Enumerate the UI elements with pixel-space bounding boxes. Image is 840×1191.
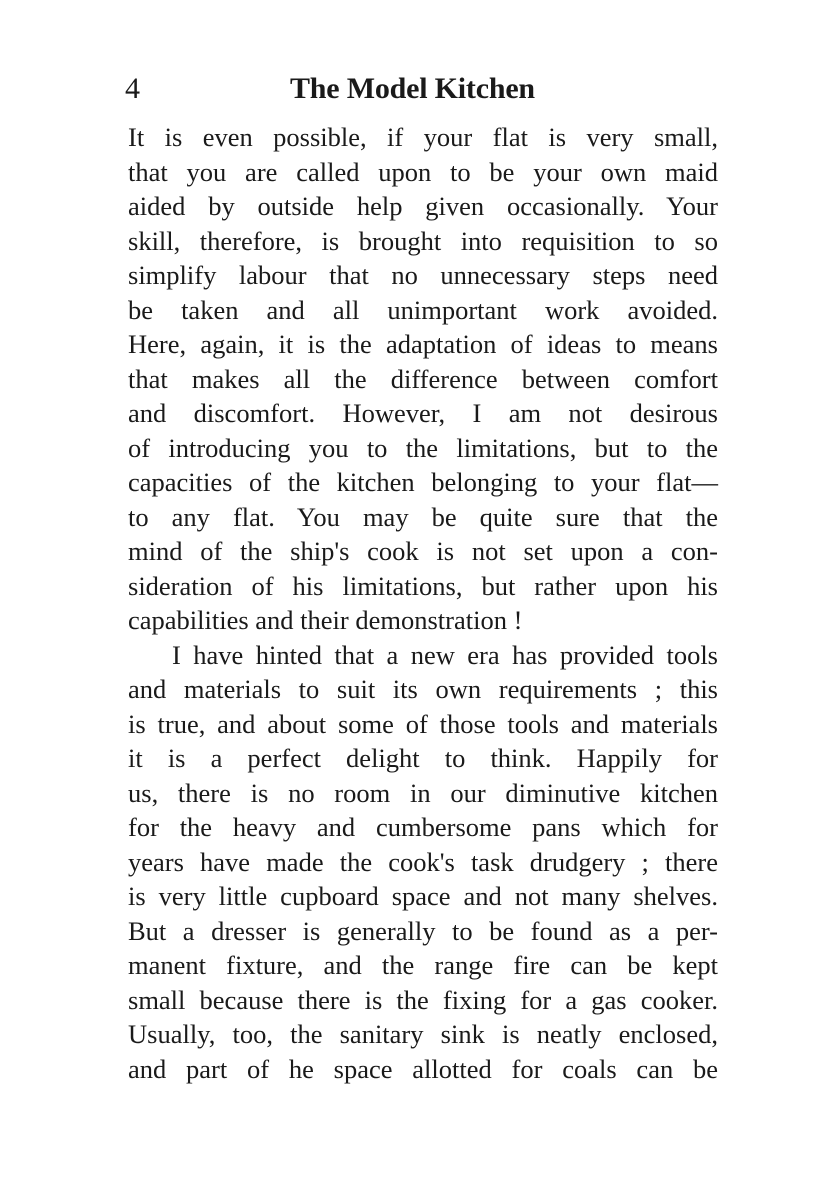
text-line: is true, and about some of those tools and materials [128, 708, 718, 739]
text-line: and part of he space allotted for coals can be [128, 1053, 718, 1084]
text-line: mind of the ship's cook is not set upon a con- [128, 536, 718, 566]
text-line: Here, again, it is the adaptation of ideas to means [128, 329, 718, 359]
page-number: 4 [125, 72, 140, 105]
text-line: I have hinted that a new era has provided tools [172, 639, 718, 670]
text-line: and discomfort. However, I am not desirous [128, 398, 718, 428]
running-title: The Model Kitchen [290, 72, 535, 105]
text-line: simplify labour that no unnecessary steps need [128, 260, 718, 290]
paragraph-2 [128, 638, 718, 1087]
text-line: capabilities and their demonstration ! [128, 605, 523, 635]
text-line: be taken and all unimportant work avoided. [128, 294, 718, 325]
text-line: for the heavy and cumbersome pans which for [128, 812, 718, 842]
text-line: sideration of his limitations, but rather upon his [128, 570, 718, 601]
text-line: it is a perfect delight to think. Happily for [128, 743, 718, 773]
text-line: and materials to suit its own requirements ; this [128, 674, 718, 704]
text-line: But a dresser is generally to be found as a per- [128, 915, 718, 946]
text-line: aided by outside help given occasionally. Your [128, 191, 718, 221]
text-line: that you are called upon to be your own maid [128, 156, 718, 187]
text-line: Usually, too, the sanitary sink is neatly enclosed, [128, 1019, 718, 1049]
body-text [128, 120, 718, 1086]
text-line: is very little cupboard space and not many shelves. [128, 881, 718, 911]
text-line: that makes all the difference between comfort [128, 363, 718, 394]
text-line: skill, therefore, is brought into requisition to so [128, 225, 718, 256]
text-line: years have made the cook's task drudgery ; there [128, 846, 718, 877]
text-line: of introducing you to the limitations, but to the [128, 432, 718, 463]
text-line: manent fixture, and the range fire can be kept [128, 950, 718, 980]
text-line: small because there is the fixing for a gas cooker. [128, 984, 718, 1015]
text-line: us, there is no room in our diminutive kitchen [128, 777, 718, 808]
paragraph-1 [128, 120, 718, 638]
text-line: capacities of the kitchen belonging to your flat— [128, 467, 718, 497]
text-line: It is even possible, if your flat is very small, [128, 122, 718, 152]
text-line: to any flat. You may be quite sure that the [128, 501, 718, 532]
